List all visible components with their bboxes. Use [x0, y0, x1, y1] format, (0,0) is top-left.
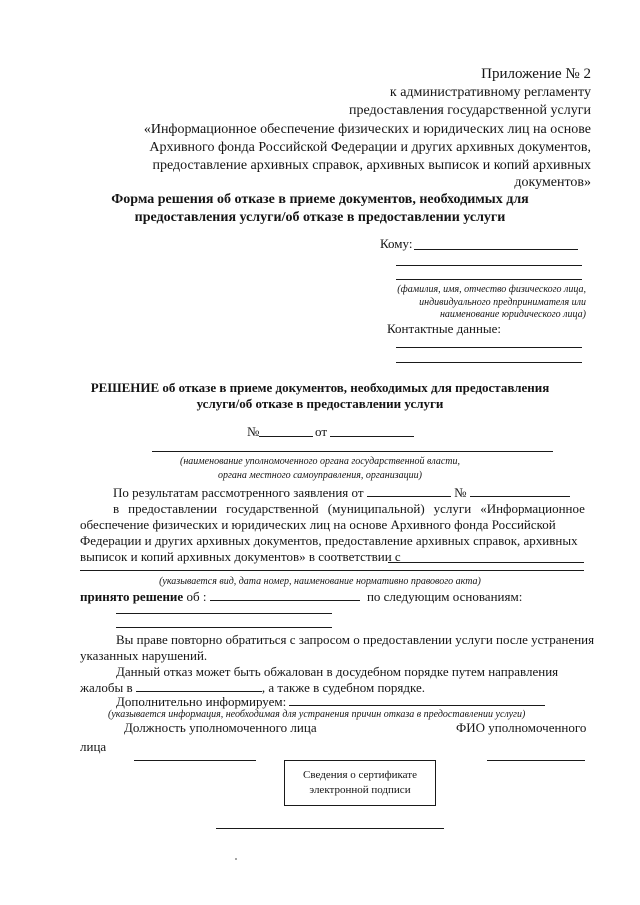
recipient-field-line-3[interactable] [396, 279, 582, 280]
additional-label: Дополнительно информируем: [116, 694, 287, 709]
repeat-line-2: указанных нарушений. [80, 648, 208, 663]
scan-dot [235, 858, 237, 860]
body-line-5: выписок и копий архивных документов» в соответствии с [80, 549, 401, 564]
recipient-field-line-2[interactable] [396, 265, 582, 266]
appendix-service-name-1: «Информационное обеспечение физических и юридических лиц на основе [143, 122, 591, 137]
appendix-service-name-2: Архивного фонда Российской Федерации и других архивных документов, [149, 140, 591, 155]
form-title-line-1: Форма решения об отказе в приеме документов, необходимых для [111, 192, 529, 207]
appendix-number: Приложение № 2 [481, 66, 591, 82]
appeal-court: , а также в судебном порядке. [261, 680, 426, 695]
form-title-line-2: предоставления услуги/об отказе в предоставлении услуги [134, 210, 506, 225]
stamp-line-1: Сведения о сертификате [303, 769, 417, 781]
decision-number-label: № [247, 424, 260, 439]
application-number-label: № [454, 485, 467, 500]
authority-field-line[interactable] [152, 451, 553, 452]
additional-field[interactable] [289, 693, 545, 706]
recipient-hint-2: индивидуального предпринимателя или [419, 297, 586, 308]
appeal-authority-field[interactable] [136, 679, 262, 692]
decision-grounds: по следующим основаниям [366, 589, 519, 604]
service-word-info: «Информационное [480, 501, 585, 516]
fio-label-cont: лица [80, 739, 107, 754]
recipient-hint-1: (фамилия, имя, отчество физического лица, [397, 284, 586, 295]
grounds-field-line-1[interactable] [116, 613, 332, 614]
service-line [113, 501, 585, 517]
application-line [113, 484, 570, 501]
decision-colon: : [202, 589, 207, 604]
service-word-in: в [113, 501, 120, 516]
to-label: Кому: [380, 236, 413, 251]
service-word-municipal: (муниципальной) [327, 501, 425, 516]
contacts-field-line-2[interactable] [396, 362, 582, 363]
additional-line [116, 693, 545, 710]
body-line-3: обеспечение физических и юридических лиц на основе Архивного фонда Российской [80, 517, 556, 532]
application-label: По результатам рассмотренного заявления от [113, 485, 364, 500]
appendix-regulation: к административному регламенту [389, 85, 591, 100]
decision-line: принято решение об : по следующим основаниям: [80, 589, 523, 604]
additional-hint: (указывается информация, необходимая для устранения причин отказа в предоставлении услуги) [108, 709, 526, 720]
decision-number-field[interactable] [259, 436, 313, 437]
legal-act-field-line-2[interactable] [80, 570, 584, 571]
service-word-provision: предоставлении [128, 501, 218, 516]
contacts-field-line-1[interactable] [396, 347, 582, 348]
appeal-label: жалобы в [80, 680, 133, 695]
e-signature-stamp [284, 760, 436, 806]
fio-signature-line[interactable] [487, 760, 585, 761]
decision-field[interactable] [210, 588, 360, 601]
appendix-service: предоставления государственной услуги [349, 103, 591, 118]
appendix-service-name-4: документов» [514, 175, 591, 190]
legal-act-field-line-1[interactable] [388, 562, 584, 563]
recipient-hint-3: наименование юридического лица) [439, 309, 586, 320]
application-date-field[interactable] [367, 484, 451, 497]
contacts-label: Контактные данные: [387, 321, 502, 336]
decision-label: принято решение [80, 589, 184, 604]
stamp-line-2: электронной подписи [309, 784, 411, 796]
appendix-service-name-3: предоставление архивных справок, архивных выписок и копий архивных [152, 158, 591, 173]
authority-hint-2: органа местного самоуправления, организации) [218, 470, 422, 481]
fio-label: ФИО уполномоченного [456, 720, 587, 735]
bottom-signature-line[interactable] [216, 828, 444, 829]
service-word-service: услуги [433, 501, 472, 516]
to-field-line[interactable] [414, 249, 578, 250]
appeal-line-1: Данный отказ может быть обжалован в досудебном порядке путем направления [116, 664, 559, 679]
authority-hint-1: (наименование уполномоченного органа государственной власти, [180, 456, 460, 467]
decision-date-label: от [315, 424, 328, 439]
position-label: Должность уполномоченного лица [124, 720, 317, 735]
legal-act-hint: (указывается вид, дата номер, наименование нормативно правового акта) [159, 576, 481, 587]
decision-title-line-2: услуги/об отказе в предоставлении услуги [196, 396, 444, 411]
decision-date-field[interactable] [330, 436, 414, 437]
decision-title-line-1: РЕШЕНИЕ об отказе в приеме документов, необходимых для предоставления [90, 380, 550, 395]
position-signature-line[interactable] [134, 760, 256, 761]
body-line-4: Федерации и других архивных документов, предоставление архивных справок, архивных [80, 533, 578, 548]
repeat-line-1: Вы праве повторно обратиться с запросом о предоставлении услуги после устранения [116, 632, 595, 647]
service-word-state: государственной [226, 501, 319, 516]
decision-about: об [186, 589, 200, 604]
grounds-field-line-2[interactable] [116, 627, 332, 628]
application-number-field[interactable] [470, 484, 570, 497]
